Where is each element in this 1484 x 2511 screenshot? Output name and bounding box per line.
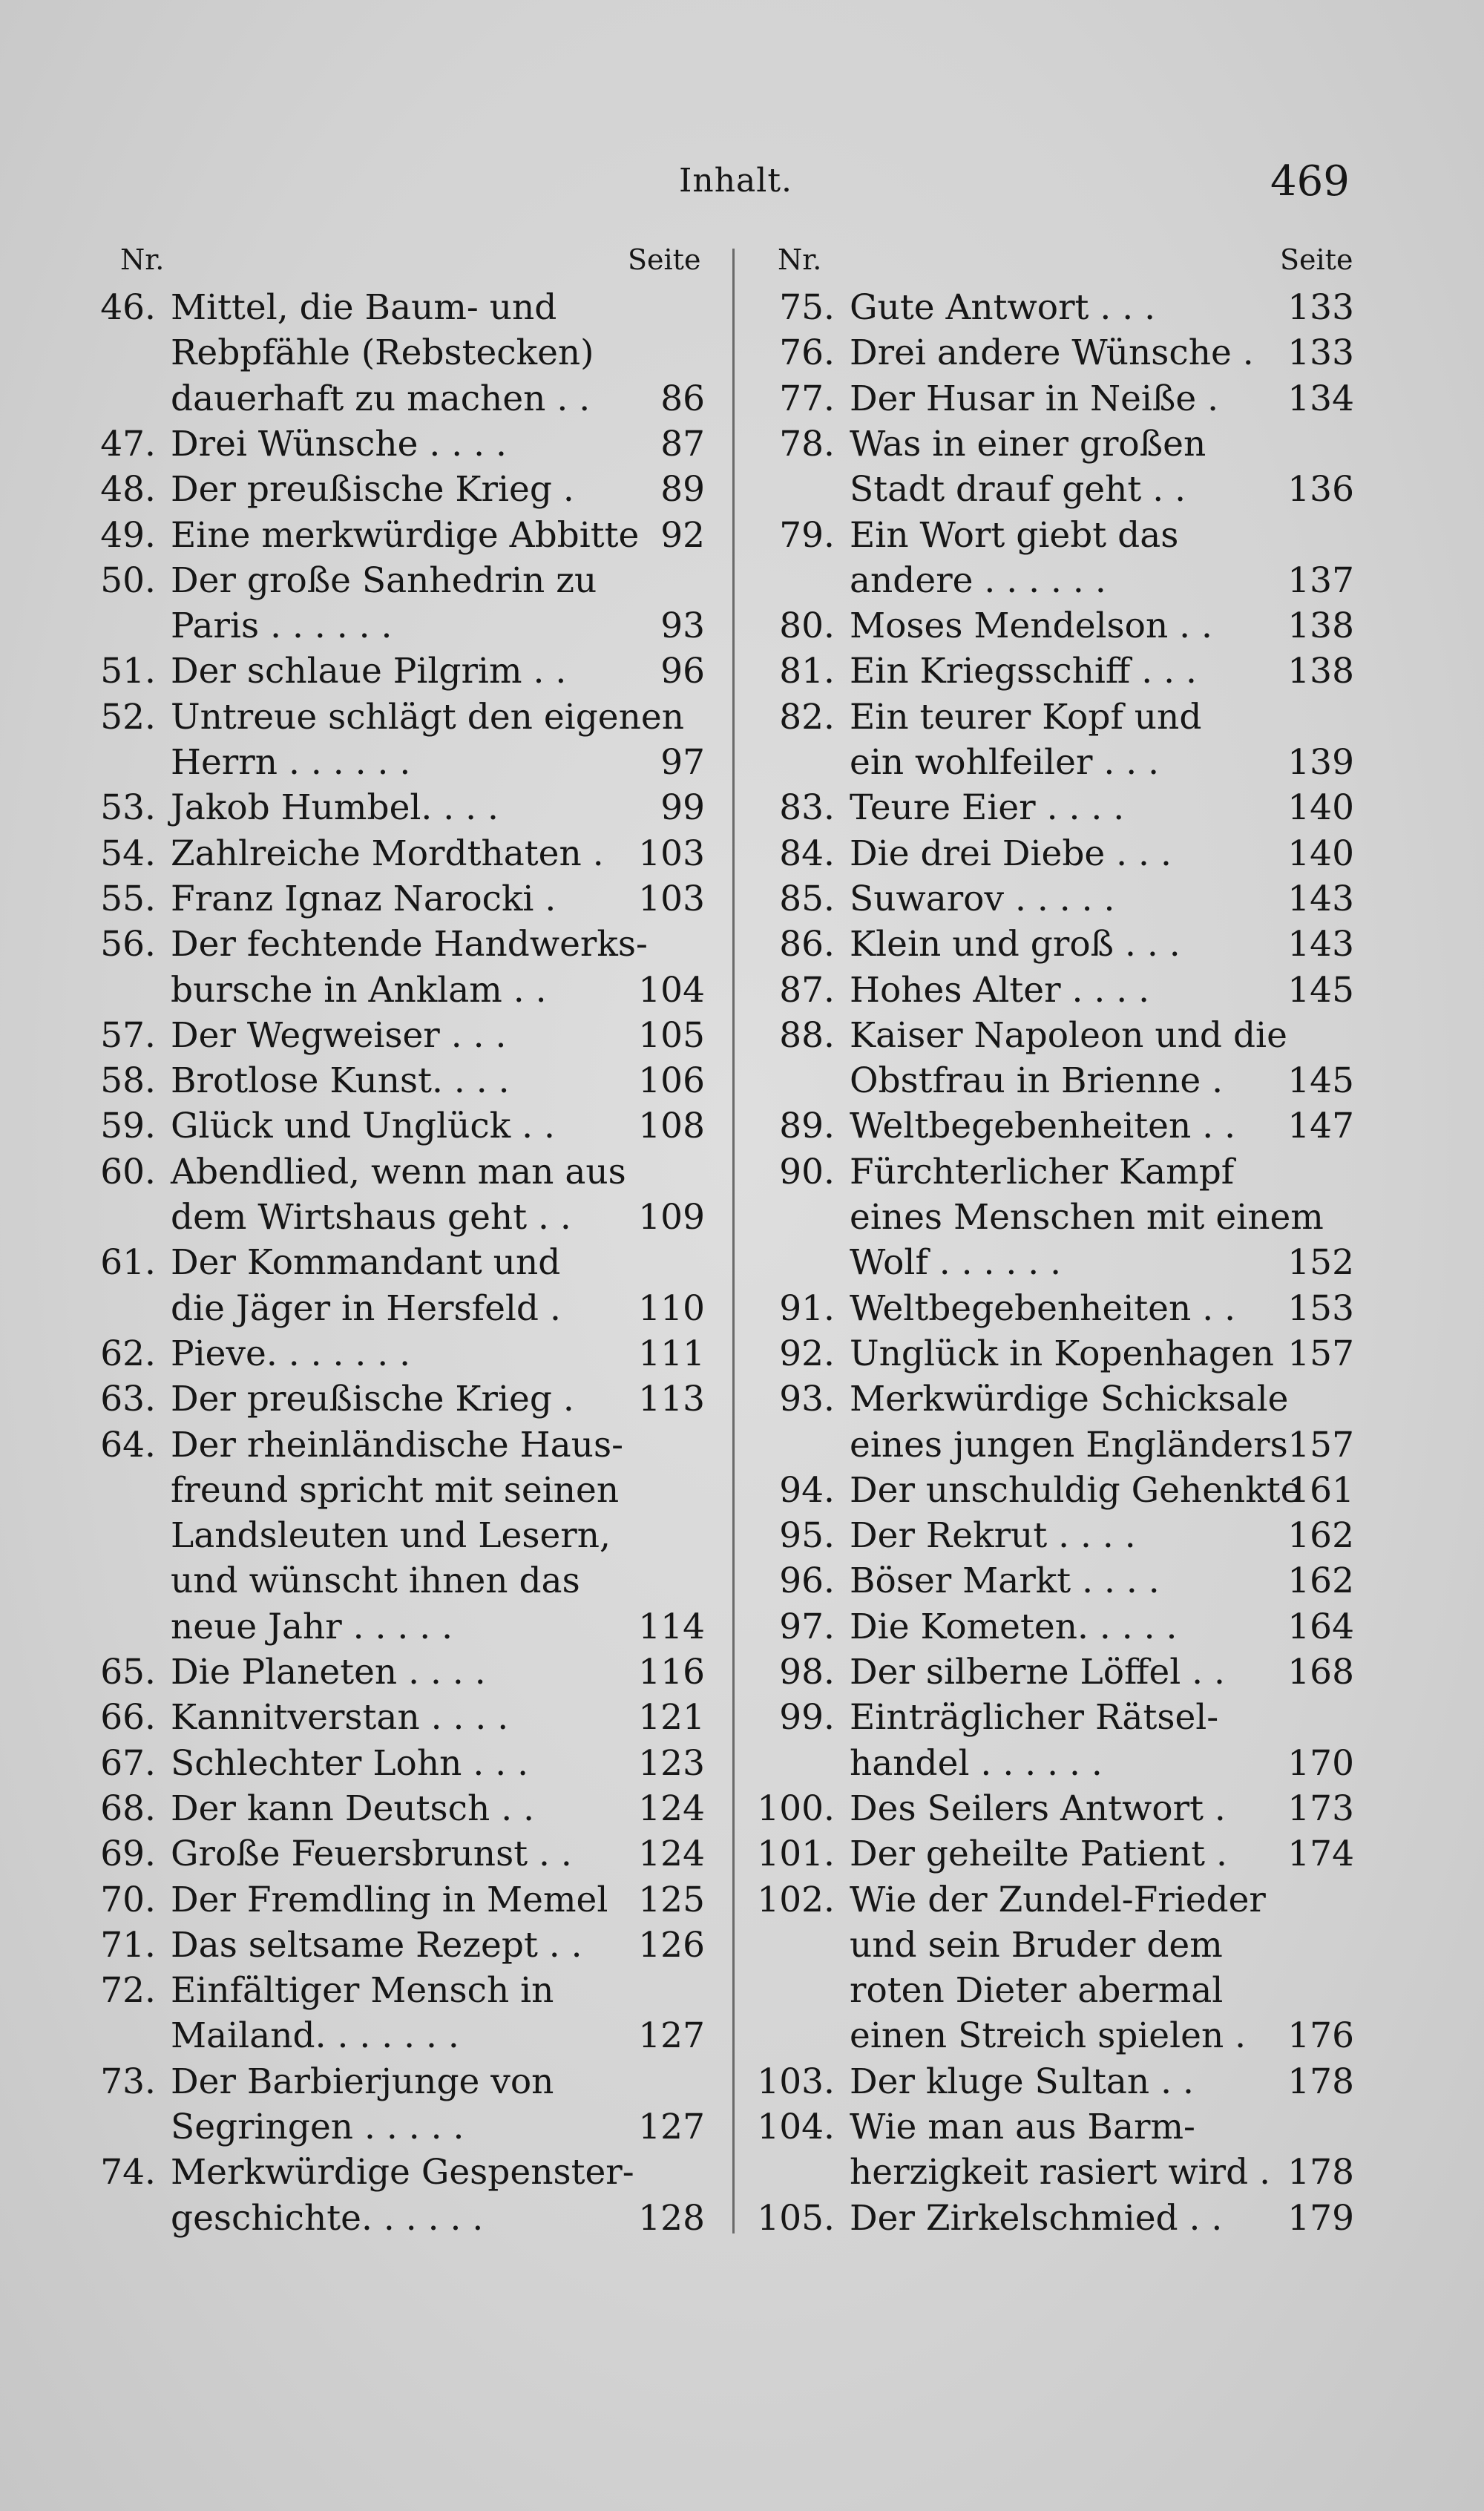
toc-entry	[746, 1195, 1354, 1241]
entry-title: Kannitverstan . . . .	[171, 1697, 509, 1739]
entry-title: Der rheinländische Haus-	[171, 1424, 623, 1465]
toc-entry	[746, 1513, 1354, 1559]
entry-page: 178	[1287, 2061, 1354, 2102]
entry-title: herzigkeit rasiert wird .	[850, 2152, 1271, 2193]
entry-number: 62.	[100, 1333, 156, 1374]
entry-title: Wie man aus Barm-	[850, 2107, 1195, 2147]
entry-number: 49.	[100, 514, 156, 556]
toc-entry	[67, 2059, 705, 2105]
entry-title: Klein und groß . . .	[850, 924, 1181, 965]
entry-number: 57.	[100, 1014, 156, 1056]
entry-number: 79.	[779, 514, 835, 556]
toc-entry	[746, 1331, 1354, 1377]
toc-entry	[67, 603, 705, 649]
toc-entry	[67, 1468, 705, 1514]
entry-title: Der fechtende Handwerks-	[171, 924, 648, 965]
right-seite-label: Seite	[1280, 243, 1353, 276]
entry-number: 96.	[779, 1560, 835, 1602]
left-seite-label: Seite	[628, 243, 701, 276]
entry-title: Brotlose Kunst. . . .	[171, 1060, 510, 1102]
entry-number: 98.	[779, 1652, 835, 1693]
entry-title: Wie der Zundel-Frieder	[850, 1879, 1266, 1920]
toc-entry	[67, 922, 705, 968]
entry-number: 72.	[100, 1970, 156, 2012]
entry-page: 128	[638, 2197, 705, 2239]
toc-entry	[746, 1968, 1354, 2014]
entry-number: 56.	[100, 924, 156, 965]
toc-entry	[746, 1103, 1354, 1149]
entry-number: 91.	[779, 1287, 835, 1329]
entry-page: 126	[638, 1924, 705, 1966]
toc-entry	[67, 1422, 705, 1468]
toc-entry	[67, 1604, 705, 1650]
entry-title: Wolf . . . . . .	[850, 1242, 1062, 1284]
entry-number: 84.	[779, 833, 835, 874]
entry-number: 65.	[100, 1652, 156, 1693]
entry-page: 110	[638, 1287, 705, 1329]
entry-title: Ein teurer Kopf und	[850, 696, 1202, 738]
toc-entry	[67, 785, 705, 831]
toc-entry	[746, 558, 1354, 604]
entry-title: Gute Antwort . . .	[850, 287, 1156, 328]
entry-title: Zahlreiche Mordthaten .	[171, 833, 604, 874]
entry-number: 88.	[779, 1014, 835, 1056]
entry-number: 68.	[100, 1788, 156, 1829]
toc-entry	[67, 285, 705, 331]
entry-title: Teure Eier . . . .	[850, 787, 1125, 829]
entry-title: Ein Kriegsschiff . . .	[850, 651, 1197, 692]
toc-entry	[746, 330, 1354, 376]
entry-title: eines jungen Engländers	[850, 1424, 1288, 1465]
entry-number: 83.	[779, 787, 835, 829]
entry-page: 103	[638, 878, 705, 919]
entry-number: 69.	[100, 1834, 156, 1875]
entry-page: 161	[1287, 1469, 1354, 1511]
toc-entry	[67, 421, 705, 467]
entry-page: 162	[1287, 1515, 1354, 1557]
entry-page: 168	[1287, 1652, 1354, 1693]
entry-page: 139	[1287, 742, 1354, 783]
entry-page: 103	[638, 833, 705, 874]
entry-title: Abendlied, wenn man aus	[171, 1151, 626, 1192]
toc-entry	[67, 1103, 705, 1149]
entry-title: Der Barbierjunge von	[171, 2061, 554, 2102]
toc-entry	[67, 1968, 705, 2014]
entry-title: Das seltsame Rezept . .	[171, 1924, 582, 1966]
toc-entry	[67, 695, 705, 741]
entry-number: 75.	[779, 287, 835, 328]
entry-page: 121	[638, 1697, 705, 1739]
entry-number: 105.	[757, 2197, 835, 2239]
entry-number: 97.	[779, 1606, 835, 1647]
entry-title: Der Kommandant und	[171, 1242, 561, 1284]
entry-title: Ein Wort giebt das	[850, 514, 1179, 556]
entry-number: 51.	[100, 651, 156, 692]
entry-page: 109	[638, 1197, 705, 1238]
toc-entry	[746, 1468, 1354, 1514]
entry-number: 61.	[100, 1242, 156, 1284]
entry-page: 106	[638, 1060, 705, 1102]
entry-title: roten Dieter abermal	[850, 1970, 1224, 2012]
entry-number: 104.	[757, 2107, 835, 2147]
entry-page: 152	[1287, 1242, 1354, 1284]
toc-entry	[746, 1831, 1354, 1877]
entry-title: Weltbegebenheiten . .	[850, 1287, 1236, 1329]
entry-title: eines Menschen mit einem	[850, 1197, 1324, 1238]
entry-number: 76.	[779, 332, 835, 374]
entry-title: die Jäger in Hersfeld .	[171, 1287, 561, 1329]
toc-entry	[67, 1013, 705, 1059]
entry-title: Der große Sanhedrin zu	[171, 559, 597, 601]
entry-title: und sein Bruder dem	[850, 1924, 1223, 1966]
toc-entry	[746, 1422, 1354, 1468]
entry-number: 64.	[100, 1424, 156, 1465]
entry-title: Untreue schlägt den eigenen	[171, 696, 684, 738]
entry-title: Der silberne Löffel . .	[850, 1652, 1225, 1693]
entry-page: 89	[660, 469, 705, 511]
toc-entry	[67, 968, 705, 1014]
entry-title: Mittel, die Baum- und	[171, 287, 557, 328]
entry-title: Rebpfähle (Rebstecken)	[171, 332, 594, 374]
entry-page: 111	[638, 1333, 705, 1374]
entry-page: 93	[660, 605, 705, 647]
toc-entry	[746, 603, 1354, 649]
entry-title: Paris . . . . . .	[171, 605, 393, 647]
entry-title: Segringen . . . . .	[171, 2107, 464, 2147]
entry-page: 136	[1287, 469, 1354, 511]
entry-title: Die Kometen. . . . .	[850, 1606, 1178, 1647]
entry-number: 100.	[757, 1788, 835, 1829]
entry-page: 125	[638, 1879, 705, 1920]
entry-page: 87	[660, 423, 705, 465]
toc-entry	[746, 513, 1354, 559]
entry-number: 48.	[100, 469, 156, 511]
entry-title: geschichte. . . . . .	[171, 2197, 484, 2239]
toc-entry	[67, 1149, 705, 1195]
entry-page: 176	[1287, 2015, 1354, 2057]
entry-page: 164	[1287, 1606, 1354, 1647]
entry-number: 50.	[100, 559, 156, 601]
entry-number: 102.	[757, 1879, 835, 1920]
entry-number: 47.	[100, 423, 156, 465]
toc-entry	[67, 876, 705, 922]
entry-number: 63.	[100, 1379, 156, 1420]
toc-entry	[746, 421, 1354, 467]
entry-title: Einfältiger Mensch in	[171, 1970, 554, 2012]
entry-number: 99.	[779, 1697, 835, 1739]
toc-entry	[67, 513, 705, 559]
entry-title: Hohes Alter . . . .	[850, 969, 1150, 1011]
entry-number: 59.	[100, 1106, 156, 1147]
toc-entry	[67, 740, 705, 786]
entry-page: 145	[1287, 1060, 1354, 1102]
entry-title: freund spricht mit seinen	[171, 1469, 620, 1511]
entry-title: Die drei Diebe . . .	[850, 833, 1172, 874]
entry-title: Der Wegweiser . . .	[171, 1014, 507, 1056]
entry-title: Drei andere Wünsche .	[850, 332, 1254, 374]
entry-page: 127	[638, 2015, 705, 2057]
toc-entry	[746, 1650, 1354, 1696]
toc-entry	[746, 695, 1354, 741]
entry-title: Einträglicher Rätsel-	[850, 1697, 1219, 1739]
entry-title: Die Planeten . . . .	[171, 1652, 486, 1693]
toc-entry	[67, 649, 705, 695]
entry-title: Große Feuersbrunst . .	[171, 1834, 572, 1875]
entry-title: Der kluge Sultan . .	[850, 2061, 1194, 2102]
entry-title: Des Seilers Antwort .	[850, 1788, 1226, 1829]
entry-page: 174	[1287, 1834, 1354, 1875]
toc-entry	[67, 1058, 705, 1104]
entry-title: einen Streich spielen .	[850, 2015, 1247, 2057]
entry-title: ein wohlfeiler . . .	[850, 742, 1160, 783]
toc-entry	[67, 1376, 705, 1422]
toc-entry	[67, 558, 705, 604]
entry-page: 124	[638, 1788, 705, 1829]
toc-entry	[67, 1240, 705, 1286]
entry-title: Suwarov . . . . .	[850, 878, 1115, 919]
entry-page: 178	[1287, 2152, 1354, 2193]
entry-page: 99	[660, 787, 705, 829]
toc-entry	[746, 2150, 1354, 2196]
entry-page: 86	[660, 378, 705, 419]
entry-page: 133	[1287, 332, 1354, 374]
entry-number: 52.	[100, 696, 156, 738]
toc-entry	[746, 2104, 1354, 2150]
toc-entry	[67, 330, 705, 376]
toc-entry	[746, 785, 1354, 831]
entry-title: handel . . . . . .	[850, 1742, 1103, 1784]
toc-entry	[746, 2013, 1354, 2059]
entry-title: Unglück in Kopenhagen	[850, 1333, 1275, 1374]
toc-entry	[67, 1786, 705, 1832]
entry-page: 104	[638, 969, 705, 1011]
left-nr-label: Nr.	[120, 243, 165, 276]
entry-page: 97	[660, 742, 705, 783]
toc-entry	[746, 1604, 1354, 1650]
entry-page: 138	[1287, 651, 1354, 692]
entry-title: Der schlaue Pilgrim . .	[171, 651, 567, 692]
entry-title: Stadt drauf geht . .	[850, 469, 1186, 511]
entry-title: Fürchterlicher Kampf	[850, 1151, 1235, 1192]
toc-entry	[746, 1286, 1354, 1332]
toc-entry	[67, 831, 705, 877]
entry-page: 92	[660, 514, 705, 556]
toc-entry	[746, 876, 1354, 922]
toc-entry	[67, 1695, 705, 1741]
entry-number: 94.	[779, 1469, 835, 1511]
entry-number: 46.	[100, 287, 156, 328]
toc-entry	[746, 1149, 1354, 1195]
entry-page: 140	[1287, 787, 1354, 829]
toc-entry	[746, 2196, 1354, 2242]
page-header-title: Inhalt.	[679, 162, 793, 200]
entry-page: 173	[1287, 1788, 1354, 1829]
entry-title: Der preußische Krieg .	[171, 1379, 574, 1420]
entry-title: Der unschuldig Gehenkte	[850, 1469, 1301, 1511]
entry-page: 170	[1287, 1742, 1354, 1784]
toc-entry	[67, 1513, 705, 1559]
entry-number: 80.	[779, 605, 835, 647]
entry-page: 105	[638, 1014, 705, 1056]
entry-title: Der Husar in Neiße .	[850, 378, 1219, 419]
entry-number: 81.	[779, 651, 835, 692]
entry-title: Herrn . . . . . .	[171, 742, 411, 783]
toc-entry	[67, 2196, 705, 2242]
toc-entry	[746, 1923, 1354, 1969]
toc-entry	[67, 2104, 705, 2150]
toc-entry	[746, 831, 1354, 877]
entry-title: Weltbegebenheiten . .	[850, 1106, 1236, 1147]
toc-entry	[746, 1240, 1354, 1286]
toc-entry	[746, 1741, 1354, 1787]
entry-title: Drei Wünsche . . . .	[171, 423, 507, 465]
entry-page: 138	[1287, 605, 1354, 647]
toc-entry	[67, 1558, 705, 1604]
entry-title: Schlechter Lohn . . .	[171, 1742, 529, 1784]
toc-entry	[67, 2150, 705, 2196]
entry-number: 67.	[100, 1742, 156, 1784]
entry-page: 127	[638, 2107, 705, 2147]
page-number: 469	[1270, 157, 1350, 206]
entry-number: 103.	[757, 2061, 835, 2102]
toc-entry	[746, 649, 1354, 695]
column-divider	[732, 249, 735, 2233]
toc-entry	[746, 376, 1354, 422]
toc-entry	[746, 1695, 1354, 1741]
entry-page: 145	[1287, 969, 1354, 1011]
entry-number: 93.	[779, 1379, 835, 1420]
entry-title: Kaiser Napoleon und die	[850, 1014, 1287, 1056]
toc-entry	[746, 1013, 1354, 1059]
entry-title: Franz Ignaz Narocki .	[171, 878, 556, 919]
entry-page: 140	[1287, 833, 1354, 874]
entry-page: 108	[638, 1106, 705, 1147]
entry-number: 74.	[100, 2152, 156, 2193]
entry-page: 157	[1287, 1333, 1354, 1374]
toc-entry	[67, 2013, 705, 2059]
toc-entry	[67, 1331, 705, 1377]
toc-entry	[67, 1650, 705, 1696]
entry-number: 87.	[779, 969, 835, 1011]
entry-title: Was in einer großen	[850, 423, 1206, 465]
entry-page: 113	[638, 1379, 705, 1420]
entry-title: andere . . . . . .	[850, 559, 1106, 601]
entry-title: Obstfrau in Brienne .	[850, 1060, 1224, 1102]
entry-number: 90.	[779, 1151, 835, 1192]
entry-number: 85.	[779, 878, 835, 919]
toc-entry	[746, 740, 1354, 786]
entry-page: 143	[1287, 924, 1354, 965]
entry-number: 92.	[779, 1333, 835, 1374]
entry-number: 89.	[779, 1106, 835, 1147]
toc-entry	[67, 1831, 705, 1877]
entry-number: 53.	[100, 787, 156, 829]
toc-entry	[746, 1376, 1354, 1422]
entry-number: 60.	[100, 1151, 156, 1192]
entry-number: 73.	[100, 2061, 156, 2102]
entry-page: 124	[638, 1834, 705, 1875]
toc-entry	[746, 922, 1354, 968]
entry-page: 134	[1287, 378, 1354, 419]
entry-title: Merkwürdige Gespenster-	[171, 2152, 634, 2193]
entry-title: dauerhaft zu machen . .	[171, 378, 591, 419]
entry-page: 123	[638, 1742, 705, 1784]
entry-number: 55.	[100, 878, 156, 919]
entry-number: 82.	[779, 696, 835, 738]
entry-title: Der Fremdling in Memel	[171, 1879, 608, 1920]
entry-page: 116	[638, 1652, 705, 1693]
toc-entry	[746, 2059, 1354, 2105]
entry-page: 137	[1287, 559, 1354, 601]
toc-entry	[746, 285, 1354, 331]
toc-entry	[67, 1877, 705, 1923]
toc-entry	[67, 1286, 705, 1332]
entry-page: 143	[1287, 878, 1354, 919]
entry-page: 114	[638, 1606, 705, 1647]
entry-number: 77.	[779, 378, 835, 419]
entry-title: Jakob Humbel. . . .	[171, 787, 499, 829]
toc-entry	[746, 467, 1354, 513]
entry-title: Moses Mendelson . .	[850, 605, 1213, 647]
entry-title: Pieve. . . . . . .	[171, 1333, 411, 1374]
toc-entry	[746, 968, 1354, 1014]
entry-page: 179	[1287, 2197, 1354, 2239]
entry-number: 78.	[779, 423, 835, 465]
toc-entry	[746, 1558, 1354, 1604]
toc-entry	[67, 1923, 705, 1969]
entry-title: Mailand. . . . . . .	[171, 2015, 459, 2057]
entry-page: 162	[1287, 1560, 1354, 1602]
entry-title: Merkwürdige Schicksale	[850, 1379, 1289, 1420]
entry-title: dem Wirtshaus geht . .	[171, 1197, 571, 1238]
entry-page: 96	[660, 651, 705, 692]
toc-entry	[67, 376, 705, 422]
entry-number: 95.	[779, 1515, 835, 1557]
entry-title: und wünscht ihnen das	[171, 1560, 580, 1602]
entry-number: 66.	[100, 1697, 156, 1739]
toc-entry	[67, 1741, 705, 1787]
entry-title: Der kann Deutsch . .	[171, 1788, 535, 1829]
entry-number: 70.	[100, 1879, 156, 1920]
entry-number: 86.	[779, 924, 835, 965]
right-nr-label: Nr.	[778, 243, 822, 276]
entry-page: 133	[1287, 287, 1354, 328]
entry-title: Der preußische Krieg .	[171, 469, 574, 511]
entry-title: Glück und Unglück . .	[171, 1106, 555, 1147]
entry-title: Landsleuten und Lesern,	[171, 1515, 611, 1557]
entry-title: Der Zirkelschmied . .	[850, 2197, 1223, 2239]
entry-title: Eine merkwürdige Abbitte	[171, 514, 640, 556]
entry-number: 54.	[100, 833, 156, 874]
entry-title: Böser Markt . . . .	[850, 1560, 1160, 1602]
entry-page: 147	[1287, 1106, 1354, 1147]
toc-entry	[746, 1058, 1354, 1104]
entry-page: 157	[1287, 1424, 1354, 1465]
entry-page: 153	[1287, 1287, 1354, 1329]
entry-title: Der Rekrut . . . .	[850, 1515, 1136, 1557]
entry-title: neue Jahr . . . . .	[171, 1606, 453, 1647]
toc-entry	[746, 1877, 1354, 1923]
toc-entry	[67, 1195, 705, 1241]
toc-entry	[746, 1786, 1354, 1832]
entry-number: 101.	[757, 1834, 835, 1875]
entry-number: 58.	[100, 1060, 156, 1102]
entry-title: bursche in Anklam . .	[171, 969, 547, 1011]
entry-title: Der geheilte Patient .	[850, 1834, 1227, 1875]
toc-entry	[67, 467, 705, 513]
entry-number: 71.	[100, 1924, 156, 1966]
